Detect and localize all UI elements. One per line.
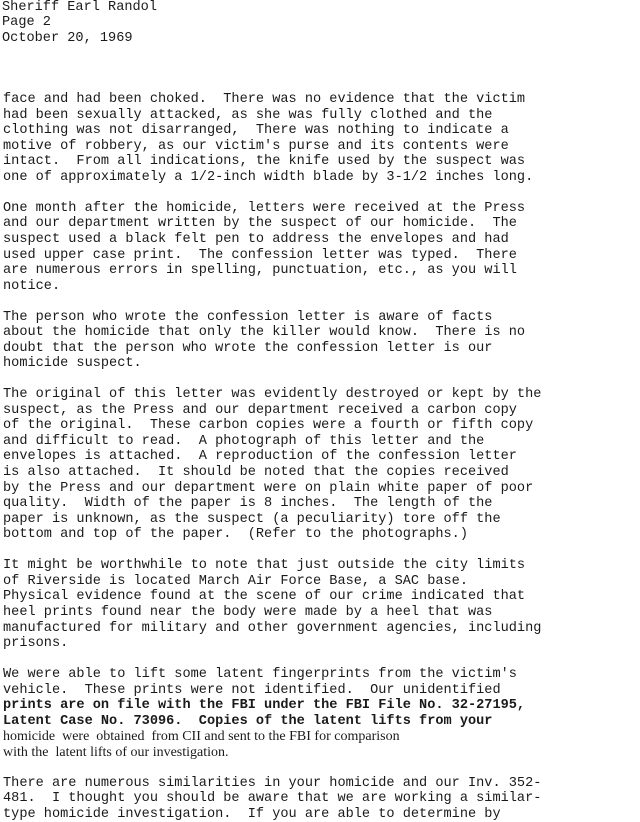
- text-line: type homicide investigation. If you are able to determine by: [3, 806, 501, 822]
- letter-header: [2, 0, 157, 46]
- text-line: We were able to lift some latent fingerprints from the victim's: [3, 666, 517, 682]
- text-line: face and had been choked. There was no evidence that the victim: [3, 92, 526, 107]
- text-line: are numerous errors in spelling, punctuation, etc., as you will: [3, 263, 517, 279]
- text-line: of Riverside is located March Air Force Base, a SAC base.: [3, 573, 468, 589]
- text-line: vehicle. These prints were not identified. Our unidentified: [3, 682, 501, 698]
- paragraph-carbon-copies: [3, 387, 639, 543]
- text-line: prints are on file with the FBI under the FBI File No. 32-27195,: [3, 698, 526, 714]
- letter-date: October 20, 1969: [2, 30, 133, 46]
- text-line: Physical evidence found at the scene of our crime indicated that: [3, 589, 526, 605]
- text-line: paper is unknown, as the suspect (a peculiarity) tore off the: [3, 511, 501, 527]
- text-line: The original of this letter was evidently destroyed or kept by the: [3, 387, 542, 403]
- text-line: by the Press and our department were on plain white paper of poor: [3, 480, 534, 496]
- page-number: Page 2: [2, 15, 51, 31]
- text-line: quality. Width of the paper is 8 inches. The length of the: [3, 496, 493, 512]
- text-line: of the original. These carbon copies were a fourth or fifth copy: [3, 418, 534, 434]
- letter-body: [3, 92, 639, 822]
- text-line: used upper case print. The confession letter was typed. There: [3, 247, 517, 263]
- text-line: The person who wrote the confession letter is aware of facts: [3, 309, 493, 325]
- text-line: prisons.: [3, 636, 69, 652]
- text-line: had been sexually attacked, as she was fully clothed and the: [3, 107, 493, 123]
- text-line: suspect, as the Press and our department received a carbon copy: [3, 402, 517, 418]
- paragraph-confession-author: [3, 310, 639, 372]
- text-line: homicide were obtained from CII and sent to the FBI for comparison: [3, 729, 400, 745]
- text-line: It might be worthwhile to note that just outside the city limits: [3, 558, 526, 574]
- text-line: notice.: [3, 278, 61, 294]
- text-line: suspect used a black felt pen to address the envelopes and had: [3, 231, 509, 247]
- text-line: about the homicide that only the killer would know. There is no: [3, 325, 526, 341]
- paragraph-air-force-base: [3, 558, 639, 652]
- text-line: and difficult to read. A photograph of this letter and the: [3, 433, 485, 449]
- text-line: motive of robbery, as our victim's purse and its contents were: [3, 138, 509, 154]
- paragraph-letters-received: [3, 201, 639, 295]
- text-line: Latent Case No. 73096. Copies of the latent lifts from your: [3, 713, 493, 729]
- text-line: is also attached. It should be noted that the copies received: [3, 465, 509, 481]
- text-line: intact. From all indications, the knife used by the suspect was: [3, 154, 526, 170]
- text-line: One month after the homicide, letters were received at the Press: [3, 200, 526, 216]
- paragraph-fingerprints: [3, 667, 639, 761]
- text-line: bottom and top of the paper. (Refer to the photographs.): [3, 527, 468, 543]
- text-line: one of approximately a 1/2-inch width blade by 3-1/2 inches long.: [3, 169, 534, 185]
- text-line: doubt that the person who wrote the confession letter is our: [3, 340, 493, 356]
- text-line: with the latent lifts of our investigation.: [3, 744, 229, 760]
- paragraph-similarities: [3, 776, 639, 822]
- text-line: homicide suspect.: [3, 356, 142, 372]
- text-line: envelopes is attached. A reproduction of the confession letter: [3, 449, 517, 465]
- text-line: There are numerous similarities in your homicide and our Inv. 352-: [3, 775, 542, 791]
- text-line: clothing was not disarranged, There was nothing to indicate a: [3, 123, 509, 139]
- text-line: manufactured for military and other government agencies, including: [3, 620, 542, 636]
- text-line: heel prints found near the body were made by a heel that was: [3, 604, 493, 620]
- paragraph-crime-details: [3, 92, 639, 186]
- text-line: 481. I thought you should be aware that we are working a similar-: [3, 791, 542, 807]
- recipient-line: Sheriff Earl Randol: [2, 0, 157, 15]
- text-line: and our department written by the suspect of our homicide. The: [3, 216, 517, 232]
